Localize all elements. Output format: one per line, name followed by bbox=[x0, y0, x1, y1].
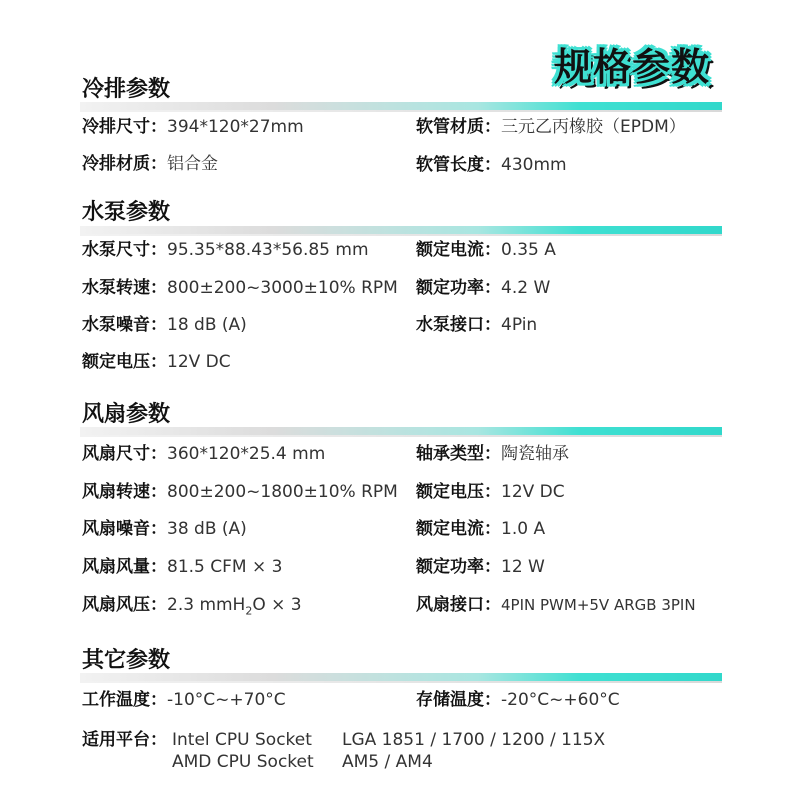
spec-hose-material: 软管材质：三元乙丙橡胶（EPDM） bbox=[416, 117, 686, 137]
spec-pump-connector: 水泵接口：4Pin bbox=[416, 315, 538, 335]
spec-hose-length: 软管长度：430mm bbox=[416, 155, 567, 175]
spec-fan-pressure: 风扇风压：2.3 mmH$_2$O × 3 bbox=[82, 595, 302, 618]
spec-pump-power: 额定功率：4.2 W bbox=[416, 278, 551, 298]
spec-fan-voltage: 额定电压：12V DC bbox=[416, 482, 565, 502]
section-title-other: 其它参数 bbox=[82, 648, 171, 673]
spec-pump-size: 水泵尺寸：95.35*88.43*56.85 mm bbox=[82, 240, 369, 260]
spec-bearing-type: 轴承类型：陶瓷轴承 bbox=[416, 444, 569, 464]
spec-operating-temp: 工作温度：-10°C~+70°C bbox=[82, 690, 286, 710]
section-title-pump: 水泵参数 bbox=[82, 200, 171, 225]
section-title-radiator: 冷排参数 bbox=[82, 77, 171, 102]
spec-fan-size: 风扇尺寸：360*120*25.4 mm bbox=[82, 444, 326, 464]
spec-platform-amd-sockets: AM5 / AM4 bbox=[342, 752, 433, 772]
page-title: 规格参数 bbox=[554, 45, 711, 89]
spec-platform-label: 适用平台： bbox=[82, 730, 167, 750]
spec-storage-temp: 存储温度：-20°C~+60°C bbox=[416, 690, 620, 710]
spec-pump-noise: 水泵噪音：18 dB (A) bbox=[82, 315, 247, 335]
spec-fan-current: 额定电流：1.0 A bbox=[416, 519, 546, 539]
spec-fan-connector: 风扇接口：4PIN PWM+5V ARGB 3PIN bbox=[416, 595, 696, 615]
spec-pump-speed: 水泵转速：800±200~3000±10% RPM bbox=[82, 278, 398, 298]
section-divider-pump bbox=[80, 226, 722, 234]
spec-radiator-size: 冷排尺寸：394*120*27mm bbox=[82, 117, 304, 137]
spec-fan-power: 额定功率：12 W bbox=[416, 557, 545, 577]
spec-platform-amd: AMD CPU Socket bbox=[172, 752, 314, 772]
spec-fan-speed: 风扇转速：800±200~1800±10% RPM bbox=[82, 482, 398, 502]
spec-pump-current: 额定电流：0.35 A bbox=[416, 240, 556, 260]
spec-pump-voltage: 额定电压：12V DC bbox=[82, 352, 231, 372]
spec-platform-intel-sockets: LGA 1851 / 1700 / 1200 / 115X bbox=[342, 730, 606, 750]
spec-platform-intel: Intel CPU Socket bbox=[172, 730, 312, 750]
section-title-fan: 风扇参数 bbox=[82, 402, 171, 427]
spec-fan-airflow: 风扇风量：81.5 CFM × 3 bbox=[82, 557, 283, 577]
section-divider-fan bbox=[80, 427, 722, 435]
section-divider-other bbox=[80, 673, 722, 681]
spec-radiator-material: 冷排材质：铝合金 bbox=[82, 154, 218, 174]
section-divider-radiator bbox=[80, 102, 722, 110]
spec-fan-noise: 风扇噪音：38 dB (A) bbox=[82, 519, 247, 539]
